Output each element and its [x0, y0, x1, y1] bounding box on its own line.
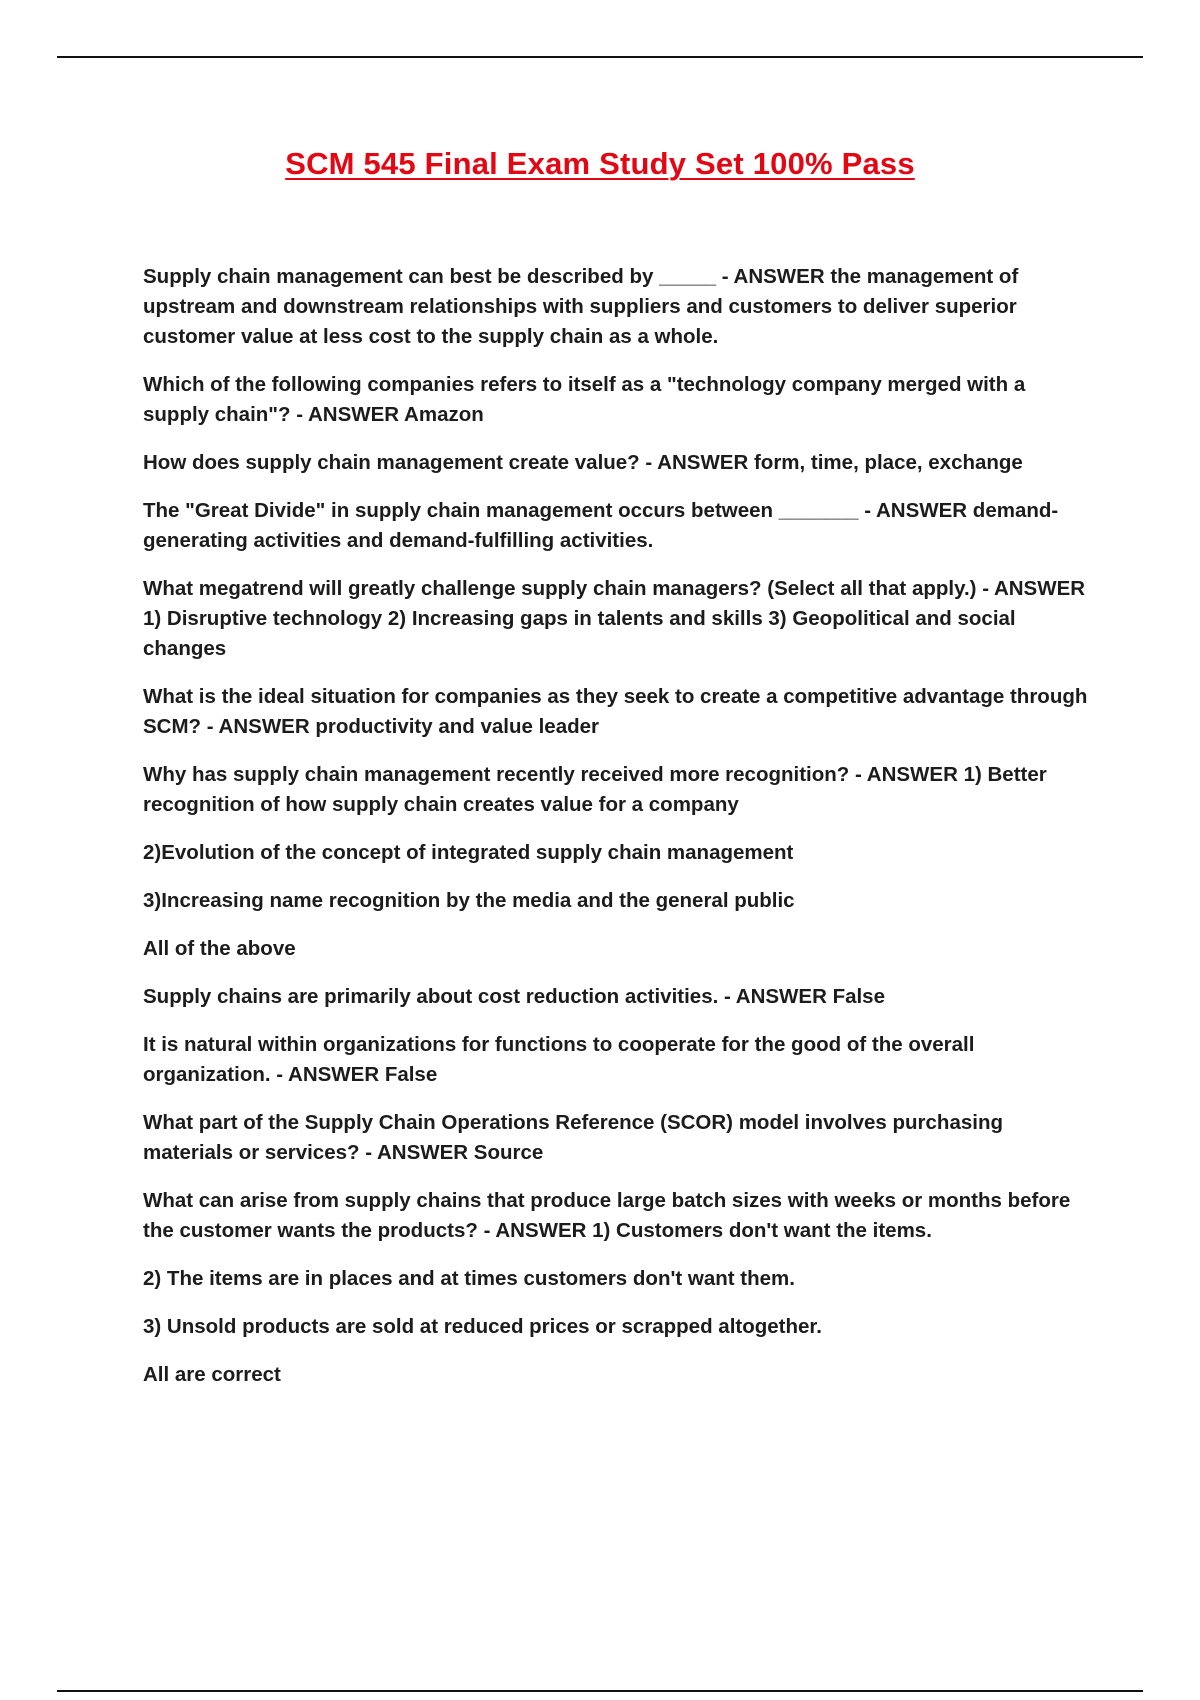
- paragraph-13: What part of the Supply Chain Operations Reference (SCOR) model involves purchasing materials or services? - ANSWER Source: [143, 1111, 1003, 1164]
- paragraph-3: How does supply chain management create value? - ANSWER form, time, place, exchange: [143, 451, 1023, 474]
- paragraph-9: 3)Increasing name recognition by the media and the general public: [143, 889, 795, 912]
- top-divider: [57, 56, 1143, 58]
- paragraph-11: Supply chains are primarily about cost reduction activities. - ANSWER False: [143, 985, 885, 1008]
- document-title: SCM 545 Final Exam Study Set 100% Pass: [285, 146, 915, 181]
- paragraph-1: Supply chain management can best be described by _____ - ANSWER the management of upstream and downstream relationships with suppliers and customers to deliver superior customer value at less cost to the supply chain as a whole.: [143, 265, 1019, 348]
- paragraph-10: All of the above: [143, 937, 296, 960]
- paragraph-15: 2) The items are in places and at times customers don't want them.: [143, 1267, 795, 1290]
- paragraph-6: What is the ideal situation for companies as they seek to create a competitive advantage through SCM? - ANSWER productivity and value leader: [143, 685, 1088, 738]
- paragraph-16: 3) Unsold products are sold at reduced prices or scrapped altogether.: [143, 1315, 822, 1338]
- document-body: [143, 262, 1093, 1408]
- paragraph-2: Which of the following companies refers to itself as a "technology company merged with a supply chain"? - ANSWER Amazon: [143, 373, 1026, 426]
- paragraph-5: What megatrend will greatly challenge supply chain managers? (Select all that apply.) - ANSWER 1) Disruptive technology 2) Increasing gaps in talents and skills 3) Geopolitical and social changes: [143, 577, 1086, 660]
- paragraph-7: Why has supply chain management recently received more recognition? - ANSWER 1) Better recognition of how supply chain creates value for a company: [143, 763, 1047, 816]
- paragraph-14: What can arise from supply chains that produce large batch sizes with weeks or months before the customer wants the products? - ANSWER 1) Customers don't want the items.: [143, 1189, 1071, 1242]
- bottom-divider: [57, 1690, 1143, 1692]
- paragraph-4: The "Great Divide" in supply chain management occurs between _______ - ANSWER demand-generating activities and demand-fulfilling activities.: [143, 499, 1059, 552]
- paragraph-12: It is natural within organizations for functions to cooperate for the good of the overall organization. - ANSWER False: [143, 1033, 975, 1086]
- title-container: [0, 146, 1200, 182]
- paragraph-8: 2)Evolution of the concept of integrated supply chain management: [143, 841, 794, 864]
- paragraph-17: All are correct: [143, 1363, 281, 1386]
